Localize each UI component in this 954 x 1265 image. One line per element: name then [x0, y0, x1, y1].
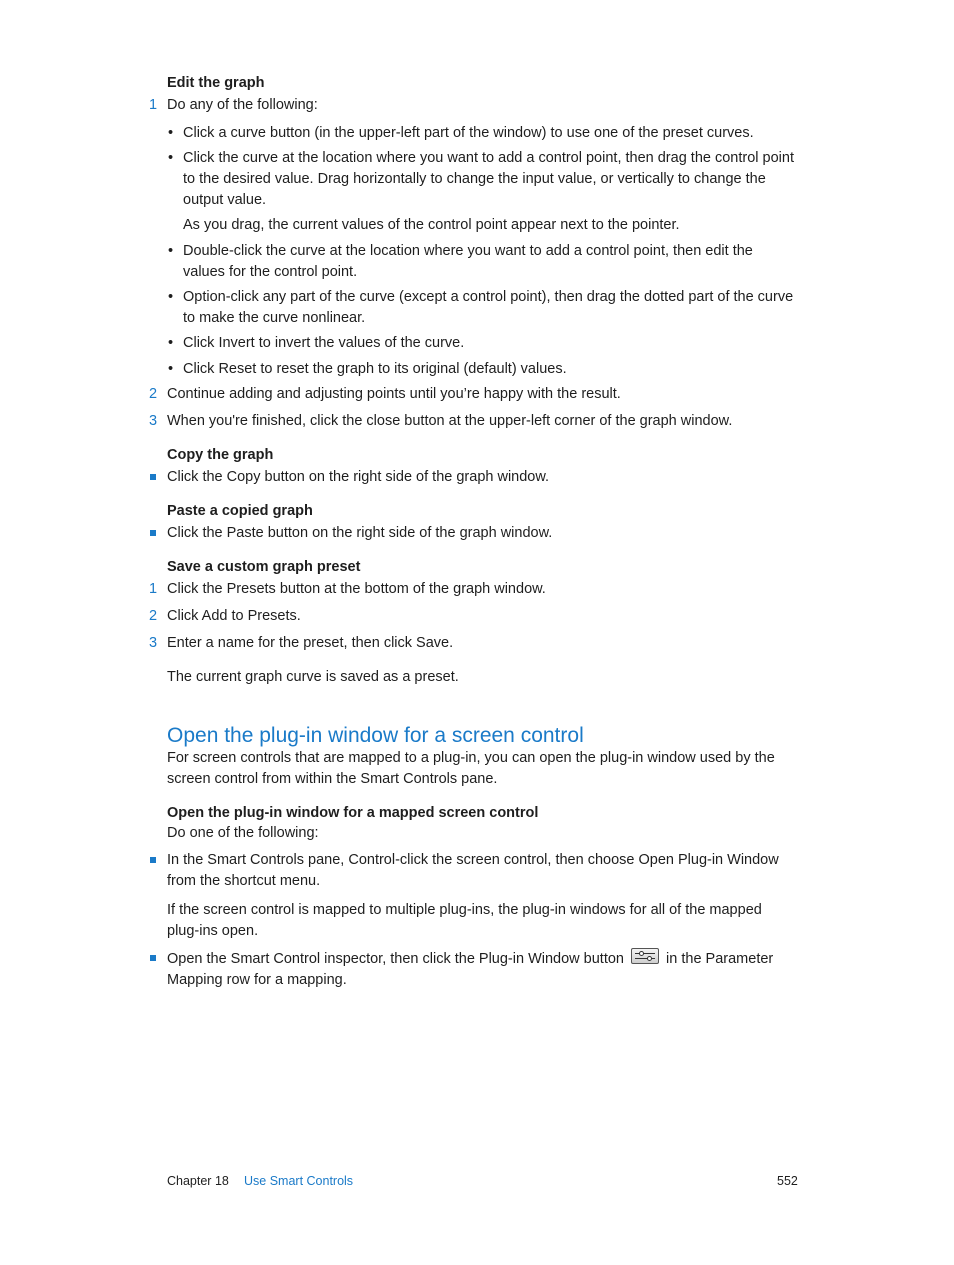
bullet-item: Click the curve at the location where you want to add a control point, then drag the control point to the desired value. Drag horizontally to change the input value, or vertically to change the output value. [183, 150, 794, 208]
bullet-square [150, 955, 156, 961]
bullet-square [150, 857, 156, 863]
item-text-after: in the Parameter Mapping row for a mapping. [167, 951, 774, 988]
footer-chapter-link[interactable]: Use Smart Controls [244, 1174, 354, 1188]
heading-paste-graph: Paste a copied graph [167, 503, 313, 519]
page-number: 552 [777, 1174, 798, 1188]
heading-edit-graph: Edit the graph [167, 75, 265, 91]
bullet-dot: • [168, 125, 174, 141]
do-one-text: Do one of the following: [167, 825, 319, 841]
list-item: Click the Copy button on the right side of the graph window. [167, 469, 550, 485]
step-text: Continue adding and adjusting points until you’re happy with the result. [167, 386, 621, 402]
list-item: In the Smart Controls pane, Control-click the screen control, then choose Open Plug-in Window from the shortcut menu. [167, 852, 779, 889]
bullet-note: As you drag, the current values of the control point appear next to the pointer. [183, 217, 680, 233]
plug-in-window-icon [631, 948, 659, 964]
step-number: 1 [149, 581, 158, 597]
bullet-item: Double-click the curve at the location where you want to add a control point, then edit the values for the control point. [183, 243, 753, 280]
step-text: Click Add to Presets. [167, 608, 301, 624]
result-text: The current graph curve is saved as a preset. [167, 669, 459, 685]
bullet-dot: • [168, 150, 174, 166]
bullet-item: Click a curve button (in the upper-left part of the window) to use one of the preset curves. [183, 125, 754, 141]
section-title: Open the plug-in window for a screen control [167, 724, 584, 747]
subheading: Open the plug-in window for a mapped screen control [167, 805, 539, 821]
step-text: Enter a name for the preset, then click Save. [167, 635, 454, 651]
heading-save-preset: Save a custom graph preset [167, 559, 361, 575]
bullet-square [150, 474, 156, 480]
bullet-item: Click Reset to reset the graph to its original (default) values. [183, 361, 567, 377]
bullet-dot: • [168, 361, 174, 377]
bullet-item: Click Invert to invert the values of the curve. [183, 335, 465, 351]
step-text: When you're finished, click the close button at the upper-left corner of the graph window. [167, 413, 733, 429]
step-number: 2 [149, 608, 158, 624]
step-number: 1 [149, 97, 158, 113]
bullet-dot: • [168, 289, 174, 305]
bullet-item: Option-click any part of the curve (except a control point), then drag the dotted part of the curve to make the curve nonlinear. [183, 289, 794, 326]
list-item-note: If the screen control is mapped to multiple plug-ins, the plug-in windows for all of the mapped plug-ins open. [167, 902, 762, 939]
step-number: 3 [149, 413, 158, 429]
bullet-dot: • [168, 335, 174, 351]
step-number: 2 [149, 386, 158, 402]
intro-text: For screen controls that are mapped to a plug-in, you can open the plug-in window used by the screen control from within the Smart Controls pane. [167, 750, 775, 787]
list-item: Click the Paste button on the right side of the graph window. [167, 525, 553, 541]
item-text-before: Open the Smart Control inspector, then click the Plug-in Window button [167, 951, 624, 967]
footer-chapter: Chapter 18 [167, 1174, 229, 1188]
heading-copy-graph: Copy the graph [167, 447, 274, 463]
bullet-square [150, 530, 156, 536]
bullet-dot: • [168, 243, 174, 259]
list-item [167, 948, 797, 991]
step-text: Click the Presets button at the bottom of the graph window. [167, 581, 546, 597]
step-number: 3 [149, 635, 158, 651]
step-text: Do any of the following: [167, 97, 318, 113]
